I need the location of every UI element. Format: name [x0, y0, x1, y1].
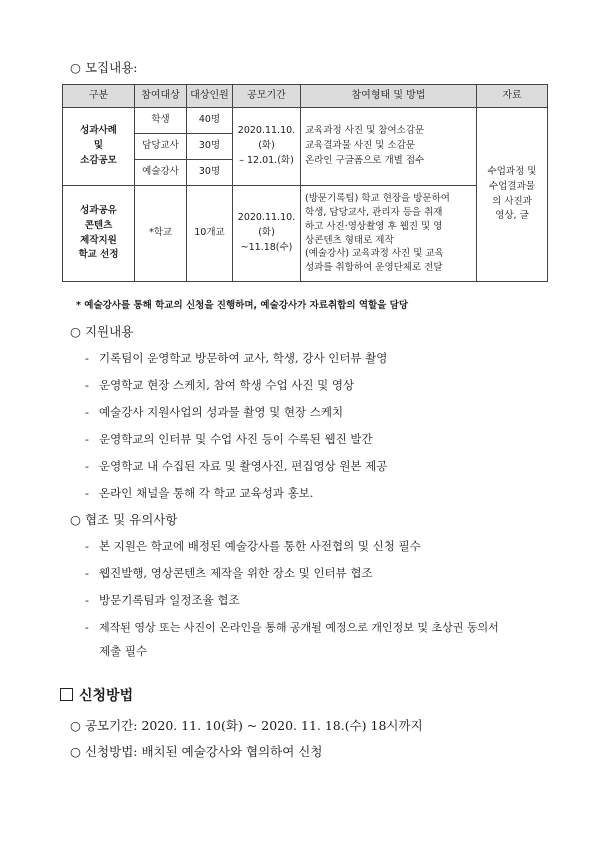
header-cell: 공모기간: [233, 85, 301, 108]
list-item: - 본 지원은 학교에 배정된 예술강사를 통한 사전협의 및 신청 필수: [85, 539, 421, 553]
period-cell: 2020.11.10.(화) – 12.01.(화): [233, 108, 301, 186]
recruit-table: [62, 84, 548, 282]
section-recruit-heading: [70, 58, 138, 76]
materials-cell: 수업과정 및 수업결과물 의 사진과 영상, 글: [477, 108, 548, 282]
section-cooperation-title: 협조 및 유의사항: [84, 512, 178, 527]
section-cooperation-heading: [70, 510, 177, 528]
count-cell: 10개교: [187, 186, 233, 282]
list-item: - 제작된 영상 또는 사진이 온라인을 통해 공개될 예정으로 개인정보 및 초상권 동의서: [85, 621, 499, 634]
category-cell: 성과공유 콘텐츠 제작지원 학교 선정: [63, 186, 135, 282]
list-item: - 운영학교 내 수집된 자료 및 촬영사진, 편집영상 원본 제공: [85, 459, 388, 473]
circle-bullet-icon: ○: [70, 512, 81, 527]
target-cell: 담당교사: [135, 134, 187, 160]
circle-bullet-icon: ○: [70, 718, 81, 733]
section-support-heading: [70, 322, 133, 340]
header-cell: 참여형태 및 방법: [301, 85, 477, 108]
table-footnote: * 예술강사를 통해 학교의 신청을 진행하며, 예술강사가 자료취합의 역할을 담당: [76, 300, 409, 311]
list-item: - 기록팀이 운영학교 방문하여 교사, 학생, 강사 인터뷰 촬영: [85, 351, 388, 365]
table-row: [63, 186, 548, 282]
target-cell: *학교: [135, 186, 187, 282]
period-cell: 2020.11.10.(화) ~11.18(수): [233, 186, 301, 282]
count-cell: 40명: [187, 108, 233, 134]
table-header-row: [63, 85, 548, 108]
header-cell: 대상인원: [187, 85, 233, 108]
apply-heading: [60, 685, 133, 705]
target-cell: 학생: [135, 108, 187, 134]
circle-bullet-icon: ○: [70, 60, 81, 75]
list-item: - 방문기록팀과 일정조율 협조: [85, 593, 240, 607]
list-item-continuation: 제출 필수: [99, 644, 148, 658]
circle-bullet-icon: ○: [70, 324, 81, 339]
header-cell: 참여대상: [135, 85, 187, 108]
apply-method: ○ 신청방법: 배치된 예술강사와 협의하여 신청: [70, 744, 323, 759]
count-cell: 30명: [187, 160, 233, 186]
count-cell: 30명: [187, 134, 233, 160]
square-bullet-icon: [60, 688, 73, 701]
apply-period: ○ 공모기간: 2020. 11. 10(화) ~ 2020. 11. 18.(수) 18시까지: [70, 718, 423, 733]
table-row: [63, 108, 548, 134]
category-cell: 성과사례 및 소감공모: [63, 108, 135, 186]
list-item: - 웹진발행, 영상콘텐츠 제작을 위한 장소 및 인터뷰 협조: [85, 566, 373, 580]
list-item: - 운영학교 현장 스케치, 참여 학생 수업 사진 및 영상: [85, 378, 355, 392]
method-cell: 교육과정 사진 및 참여소감문 교육결과물 사진 및 소감문 온라인 구글폼으로 개별 접수: [301, 108, 477, 186]
section-recruit-title: 모집내용:: [84, 60, 138, 75]
target-cell: 예술강사: [135, 160, 187, 186]
list-item: - 온라인 채널을 통해 각 학교 교육성과 홍보.: [85, 486, 314, 500]
apply-title: 신청방법: [79, 688, 134, 704]
header-cell: 자료: [477, 85, 548, 108]
method-cell: (방문기록팀) 학교 현장을 방문하여 학생, 담당교사, 관리자 등을 취재 하고 사진·영상촬영 후 웹진 및 영 상콘텐츠 형태로 제작 (예술강사) 교육과정 사진 및 교육 성과를 취합하여 운영단체로 전달: [301, 186, 477, 282]
list-item: - 예술강사 지원사업의 성과물 촬영 및 현장 스케치: [85, 405, 344, 419]
header-cell: 구분: [63, 85, 135, 108]
section-support-title: 지원내용: [84, 324, 134, 339]
circle-bullet-icon: ○: [70, 744, 81, 759]
list-item: - 운영학교의 인터뷰 및 수업 사진 등이 수록된 웹진 발간: [85, 432, 373, 446]
